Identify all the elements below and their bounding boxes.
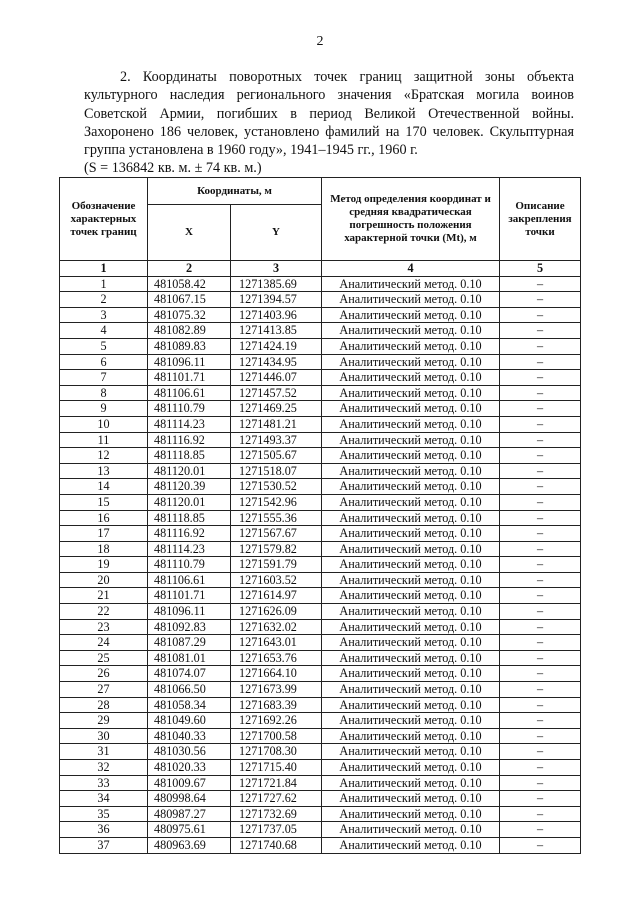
- intro-paragraph: [84, 68, 574, 159]
- method-cell: Аналитический метод. 0.10: [322, 292, 500, 308]
- table-row: [60, 463, 581, 479]
- coordinate-y: 1271708.30: [231, 744, 322, 760]
- coordinate-x: 481096.11: [148, 604, 231, 620]
- coordinate-y: 1271715.40: [231, 760, 322, 776]
- coordinate-y: 1271603.52: [231, 572, 322, 588]
- header-y: Y: [231, 205, 322, 261]
- point-number: 8: [60, 385, 148, 401]
- page-number: 2: [316, 34, 324, 49]
- point-number: 11: [60, 432, 148, 448]
- table-row: [60, 370, 581, 386]
- coordinate-x: 480998.64: [148, 791, 231, 807]
- description-cell: –: [500, 354, 581, 370]
- description-cell: –: [500, 713, 581, 729]
- coordinate-y: 1271434.95: [231, 354, 322, 370]
- coordinate-y: 1271446.07: [231, 370, 322, 386]
- coordinate-x: 481101.71: [148, 588, 231, 604]
- table-row: [60, 401, 581, 417]
- table-row: [60, 588, 581, 604]
- table-row: [60, 728, 581, 744]
- coordinate-x: 481106.61: [148, 572, 231, 588]
- point-number: 10: [60, 416, 148, 432]
- description-cell: –: [500, 510, 581, 526]
- method-cell: Аналитический метод. 0.10: [322, 541, 500, 557]
- method-cell: Аналитический метод. 0.10: [322, 323, 500, 339]
- point-number: 27: [60, 682, 148, 698]
- table-row: [60, 791, 581, 807]
- table-row: [60, 557, 581, 573]
- method-cell: Аналитический метод. 0.10: [322, 822, 500, 838]
- method-cell: Аналитический метод. 0.10: [322, 572, 500, 588]
- header-method: Метод определения координат и средняя квадратическая погрешность положения характерной точки (Mt), м: [322, 178, 500, 261]
- method-cell: Аналитический метод. 0.10: [322, 370, 500, 386]
- coordinate-x: 481106.61: [148, 385, 231, 401]
- coordinate-y: 1271567.67: [231, 526, 322, 542]
- coordinate-x: 481075.32: [148, 307, 231, 323]
- point-number: 29: [60, 713, 148, 729]
- point-number: 36: [60, 822, 148, 838]
- coordinate-y: 1271614.97: [231, 588, 322, 604]
- coordinate-y: 1271653.76: [231, 650, 322, 666]
- point-number: 12: [60, 448, 148, 464]
- description-cell: –: [500, 806, 581, 822]
- coordinate-x: 481058.34: [148, 697, 231, 713]
- point-number: 35: [60, 806, 148, 822]
- table-row: [60, 526, 581, 542]
- method-cell: Аналитический метод. 0.10: [322, 635, 500, 651]
- coordinate-x: 480975.61: [148, 822, 231, 838]
- method-cell: Аналитический метод. 0.10: [322, 526, 500, 542]
- column-number: 5: [500, 261, 581, 277]
- table-row: [60, 276, 581, 292]
- coordinate-x: 481114.23: [148, 541, 231, 557]
- table-row: [60, 604, 581, 620]
- coordinate-x: 481087.29: [148, 635, 231, 651]
- description-cell: –: [500, 416, 581, 432]
- table-row: [60, 416, 581, 432]
- coordinate-x: 481089.83: [148, 338, 231, 354]
- coordinates-table: [59, 177, 581, 854]
- column-number: 1: [60, 261, 148, 277]
- column-number: 4: [322, 261, 500, 277]
- coordinate-x: 481116.92: [148, 432, 231, 448]
- description-cell: –: [500, 463, 581, 479]
- method-cell: Аналитический метод. 0.10: [322, 510, 500, 526]
- coordinate-y: 1271692.26: [231, 713, 322, 729]
- coordinate-x: 481101.71: [148, 370, 231, 386]
- coordinate-y: 1271727.62: [231, 791, 322, 807]
- table-row: [60, 666, 581, 682]
- method-cell: Аналитический метод. 0.10: [322, 463, 500, 479]
- coordinate-y: 1271394.57: [231, 292, 322, 308]
- table-row: [60, 479, 581, 495]
- description-cell: –: [500, 822, 581, 838]
- table-row: [60, 494, 581, 510]
- method-cell: Аналитический метод. 0.10: [322, 385, 500, 401]
- coordinate-x: 481040.33: [148, 728, 231, 744]
- description-cell: –: [500, 276, 581, 292]
- point-number: 7: [60, 370, 148, 386]
- description-cell: –: [500, 775, 581, 791]
- point-number: 18: [60, 541, 148, 557]
- coordinate-y: 1271721.84: [231, 775, 322, 791]
- coordinate-x: 480987.27: [148, 806, 231, 822]
- method-cell: Аналитический метод. 0.10: [322, 697, 500, 713]
- intro-text: 2. Координаты поворотных точек границ защитной зоны объекта культурного наследия регионального значения «Братская могила воинов Советской Армии, погибших в период Великой Отечественной войны. Захоронено 186 человек, установлено фамилий на 170 человек. Скульптурная группа установлена в 1960 году», 1941–1945 гг., 1960 г.: [84, 69, 574, 159]
- coordinate-y: 1271424.19: [231, 338, 322, 354]
- point-number: 4: [60, 323, 148, 339]
- description-cell: –: [500, 572, 581, 588]
- method-cell: Аналитический метод. 0.10: [322, 775, 500, 791]
- point-number: 15: [60, 494, 148, 510]
- description-cell: –: [500, 588, 581, 604]
- method-cell: Аналитический метод. 0.10: [322, 588, 500, 604]
- table-row: [60, 572, 581, 588]
- table-row: [60, 307, 581, 323]
- table-row: [60, 806, 581, 822]
- table-row: [60, 338, 581, 354]
- description-cell: –: [500, 837, 581, 853]
- coordinate-y: 1271469.25: [231, 401, 322, 417]
- coordinate-x: 481067.15: [148, 292, 231, 308]
- table-row: [60, 837, 581, 853]
- method-cell: Аналитический метод. 0.10: [322, 760, 500, 776]
- method-cell: Аналитический метод. 0.10: [322, 416, 500, 432]
- point-number: 22: [60, 604, 148, 620]
- table-row: [60, 385, 581, 401]
- coordinate-x: 481082.89: [148, 323, 231, 339]
- point-number: 34: [60, 791, 148, 807]
- table-row: [60, 697, 581, 713]
- description-cell: –: [500, 728, 581, 744]
- header-designation: Обозначение характерных точек границ: [60, 178, 148, 261]
- coordinate-y: 1271493.37: [231, 432, 322, 448]
- point-number: 6: [60, 354, 148, 370]
- table-row: [60, 635, 581, 651]
- header-x: X: [148, 205, 231, 261]
- coordinate-y: 1271457.52: [231, 385, 322, 401]
- method-cell: Аналитический метод. 0.10: [322, 806, 500, 822]
- method-cell: Аналитический метод. 0.10: [322, 650, 500, 666]
- coordinate-x: 481096.11: [148, 354, 231, 370]
- method-cell: Аналитический метод. 0.10: [322, 401, 500, 417]
- column-number-row: [60, 261, 581, 277]
- coordinate-y: 1271632.02: [231, 619, 322, 635]
- header-description: Описание закрепления точки: [500, 178, 581, 261]
- coordinate-y: 1271505.67: [231, 448, 322, 464]
- point-number: 2: [60, 292, 148, 308]
- method-cell: Аналитический метод. 0.10: [322, 713, 500, 729]
- coordinate-y: 1271579.82: [231, 541, 322, 557]
- coordinate-x: 480963.69: [148, 837, 231, 853]
- description-cell: –: [500, 744, 581, 760]
- method-cell: Аналитический метод. 0.10: [322, 494, 500, 510]
- area-text: (S = 136842 кв. м. ± 74 кв. м.): [84, 160, 262, 176]
- coordinate-y: 1271732.69: [231, 806, 322, 822]
- table-row: [60, 432, 581, 448]
- coordinate-y: 1271664.10: [231, 666, 322, 682]
- point-number: 19: [60, 557, 148, 573]
- table-row: [60, 619, 581, 635]
- description-cell: –: [500, 432, 581, 448]
- coordinate-x: 481030.56: [148, 744, 231, 760]
- table-row: [60, 682, 581, 698]
- coordinate-x: 481120.01: [148, 463, 231, 479]
- coordinate-y: 1271413.85: [231, 323, 322, 339]
- point-number: 16: [60, 510, 148, 526]
- point-number: 14: [60, 479, 148, 495]
- method-cell: Аналитический метод. 0.10: [322, 619, 500, 635]
- coordinate-y: 1271385.69: [231, 276, 322, 292]
- coordinate-x: 481058.42: [148, 276, 231, 292]
- method-cell: Аналитический метод. 0.10: [322, 432, 500, 448]
- point-number: 31: [60, 744, 148, 760]
- point-number: 20: [60, 572, 148, 588]
- coordinate-y: 1271673.99: [231, 682, 322, 698]
- coordinate-x: 481066.50: [148, 682, 231, 698]
- coordinate-y: 1271740.68: [231, 837, 322, 853]
- method-cell: Аналитический метод. 0.10: [322, 791, 500, 807]
- coordinate-y: 1271403.96: [231, 307, 322, 323]
- coordinate-x: 481074.07: [148, 666, 231, 682]
- coordinate-x: 481110.79: [148, 557, 231, 573]
- point-number: 24: [60, 635, 148, 651]
- coordinate-x: 481020.33: [148, 760, 231, 776]
- description-cell: –: [500, 791, 581, 807]
- column-number: 3: [231, 261, 322, 277]
- table-row: [60, 760, 581, 776]
- coordinate-x: 481092.83: [148, 619, 231, 635]
- description-cell: –: [500, 697, 581, 713]
- coordinate-x: 481081.01: [148, 650, 231, 666]
- coordinate-y: 1271591.79: [231, 557, 322, 573]
- coordinate-y: 1271518.07: [231, 463, 322, 479]
- description-cell: –: [500, 385, 581, 401]
- method-cell: Аналитический метод. 0.10: [322, 479, 500, 495]
- table-row: [60, 541, 581, 557]
- description-cell: –: [500, 557, 581, 573]
- description-cell: –: [500, 292, 581, 308]
- method-cell: Аналитический метод. 0.10: [322, 448, 500, 464]
- description-cell: –: [500, 338, 581, 354]
- method-cell: Аналитический метод. 0.10: [322, 354, 500, 370]
- method-cell: Аналитический метод. 0.10: [322, 837, 500, 853]
- point-number: 28: [60, 697, 148, 713]
- point-number: 32: [60, 760, 148, 776]
- point-number: 33: [60, 775, 148, 791]
- point-number: 5: [60, 338, 148, 354]
- description-cell: –: [500, 650, 581, 666]
- point-number: 26: [60, 666, 148, 682]
- description-cell: –: [500, 760, 581, 776]
- description-cell: –: [500, 526, 581, 542]
- coordinate-x: 481120.01: [148, 494, 231, 510]
- description-cell: –: [500, 541, 581, 557]
- point-number: 23: [60, 619, 148, 635]
- table-row: [60, 510, 581, 526]
- point-number: 37: [60, 837, 148, 853]
- description-cell: –: [500, 401, 581, 417]
- header-coordinates: Координаты, м: [148, 178, 322, 205]
- description-cell: –: [500, 494, 581, 510]
- coordinate-x: 481120.39: [148, 479, 231, 495]
- description-cell: –: [500, 323, 581, 339]
- coordinate-y: 1271683.39: [231, 697, 322, 713]
- coordinate-y: 1271530.52: [231, 479, 322, 495]
- method-cell: Аналитический метод. 0.10: [322, 744, 500, 760]
- table-row: [60, 650, 581, 666]
- method-cell: Аналитический метод. 0.10: [322, 728, 500, 744]
- coordinate-y: 1271481.21: [231, 416, 322, 432]
- coordinate-y: 1271626.09: [231, 604, 322, 620]
- table-row: [60, 448, 581, 464]
- method-cell: Аналитический метод. 0.10: [322, 307, 500, 323]
- point-number: 17: [60, 526, 148, 542]
- coordinate-y: 1271737.05: [231, 822, 322, 838]
- method-cell: Аналитический метод. 0.10: [322, 682, 500, 698]
- description-cell: –: [500, 448, 581, 464]
- description-cell: –: [500, 604, 581, 620]
- description-cell: –: [500, 682, 581, 698]
- table-row: [60, 323, 581, 339]
- point-number: 30: [60, 728, 148, 744]
- coordinate-y: 1271542.96: [231, 494, 322, 510]
- point-number: 13: [60, 463, 148, 479]
- description-cell: –: [500, 666, 581, 682]
- method-cell: Аналитический метод. 0.10: [322, 557, 500, 573]
- coordinate-x: 481116.92: [148, 526, 231, 542]
- coordinate-x: 481049.60: [148, 713, 231, 729]
- coordinate-x: 481110.79: [148, 401, 231, 417]
- table-row: [60, 744, 581, 760]
- point-number: 1: [60, 276, 148, 292]
- point-number: 9: [60, 401, 148, 417]
- description-cell: –: [500, 479, 581, 495]
- point-number: 3: [60, 307, 148, 323]
- table-row: [60, 292, 581, 308]
- point-number: 21: [60, 588, 148, 604]
- method-cell: Аналитический метод. 0.10: [322, 276, 500, 292]
- coordinate-x: 481118.85: [148, 448, 231, 464]
- table-row: [60, 775, 581, 791]
- coordinate-y: 1271700.58: [231, 728, 322, 744]
- table-row: [60, 354, 581, 370]
- table-row: [60, 822, 581, 838]
- description-cell: –: [500, 635, 581, 651]
- point-number: 25: [60, 650, 148, 666]
- column-number: 2: [148, 261, 231, 277]
- method-cell: Аналитический метод. 0.10: [322, 338, 500, 354]
- coordinate-y: 1271555.36: [231, 510, 322, 526]
- method-cell: Аналитический метод. 0.10: [322, 666, 500, 682]
- table-row: [60, 713, 581, 729]
- coordinate-x: 481118.85: [148, 510, 231, 526]
- coordinate-x: 481009.67: [148, 775, 231, 791]
- coordinate-x: 481114.23: [148, 416, 231, 432]
- description-cell: –: [500, 619, 581, 635]
- description-cell: –: [500, 307, 581, 323]
- description-cell: –: [500, 370, 581, 386]
- method-cell: Аналитический метод. 0.10: [322, 604, 500, 620]
- coordinate-y: 1271643.01: [231, 635, 322, 651]
